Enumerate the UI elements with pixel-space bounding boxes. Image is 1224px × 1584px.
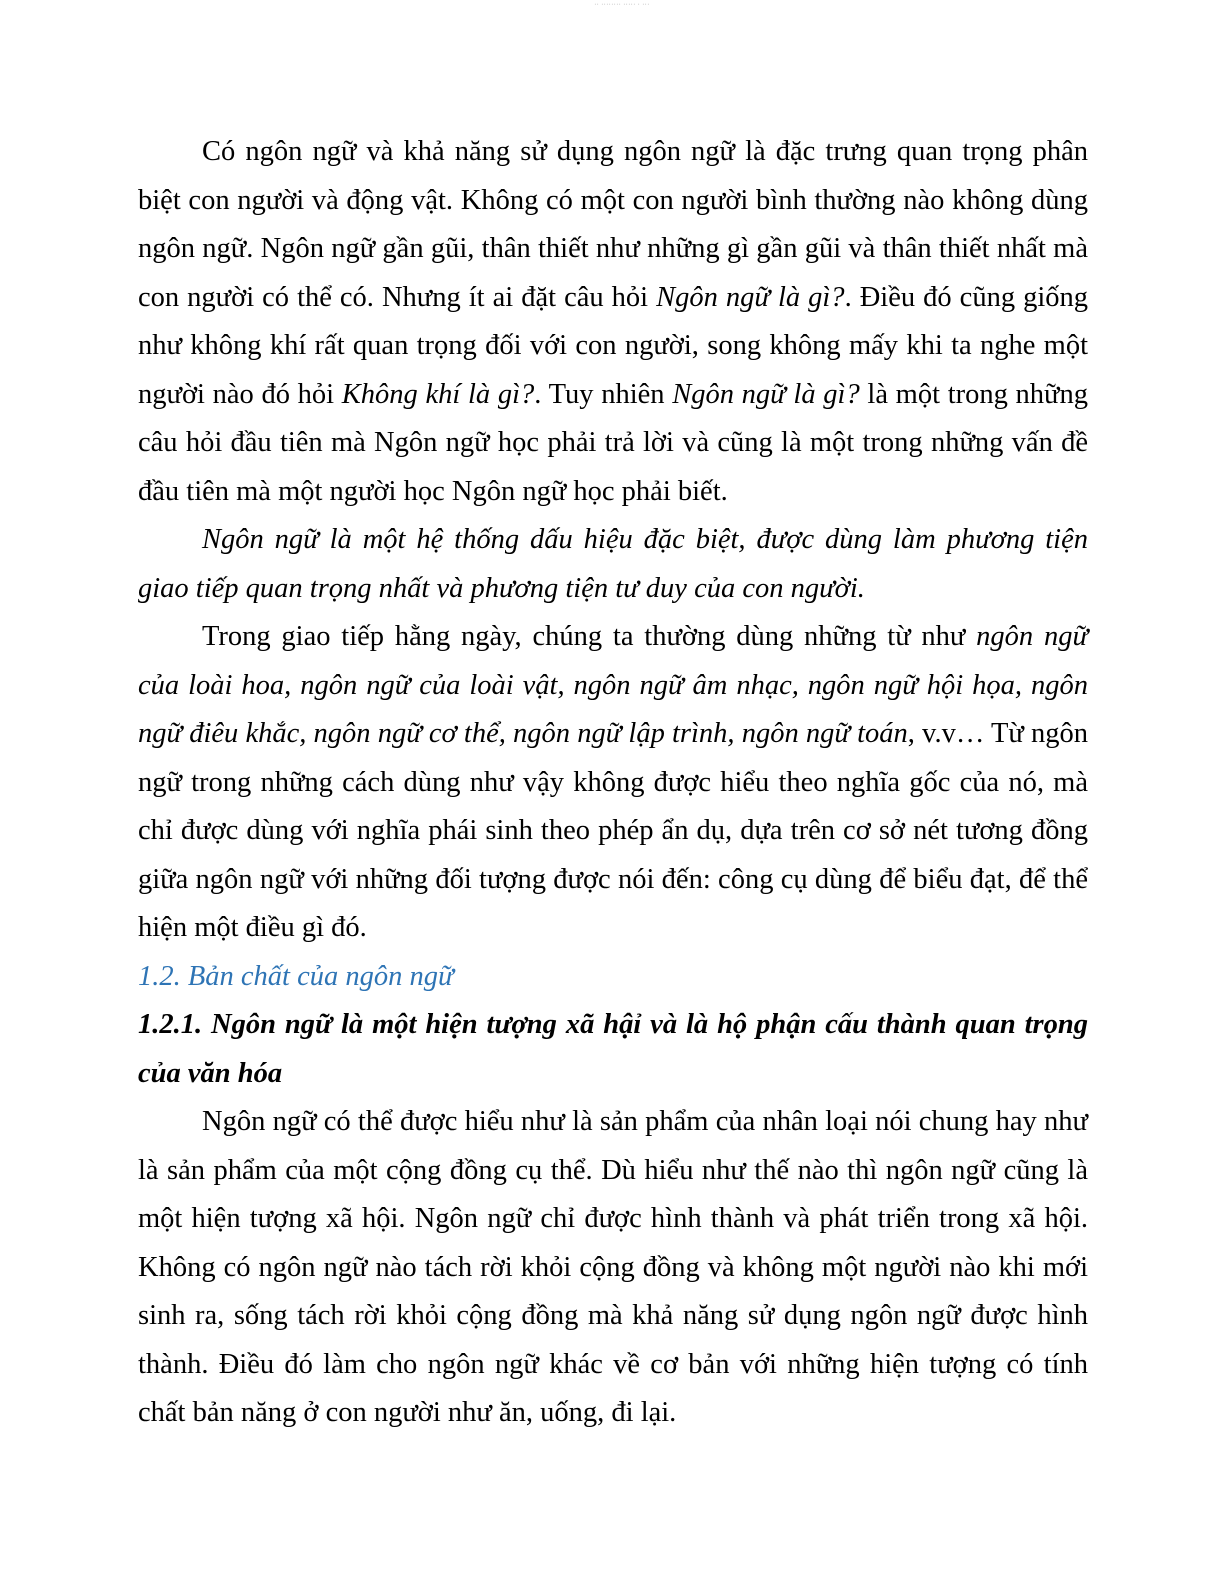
section-heading-1-2: 1.2. Bản chất của ngôn ngữ — [138, 960, 454, 992]
text-run: Ngôn ngữ là gì? — [672, 378, 860, 410]
text-run: là một trong những câu hỏi đầu tiên mà Ngôn ngữ học phải trả lời và cũng là một trong những vấn đề đầu tiên mà một người học Ngôn ngữ học phải biết. — [138, 378, 1088, 507]
paragraph-intro-language-importance — [138, 128, 1088, 516]
text-run: . Tuy nhiên — [534, 378, 673, 410]
text-run: Ngôn ngữ là gì? — [656, 281, 845, 313]
document-body — [138, 128, 1088, 1438]
paragraph-language-metaphoric-usage — [138, 613, 1088, 953]
text-run: Ngôn ngữ là một hệ thống dấu hiệu đặc biệt, được dùng làm phương tiện giao tiếp quan trọng nhất và phương tiện tư duy của con người. — [138, 524, 1088, 604]
paragraph-language-social-phenomenon — [138, 1098, 1088, 1438]
text-run: Trong giao tiếp hằng ngày, chúng ta thường dùng những từ như — [202, 621, 977, 652]
text-run: Không khí là gì? — [341, 378, 535, 410]
text-run: ngôn ngữ của loài hoa, ngôn ngữ của loài vật, ngôn ngữ âm nhạc, ngôn ngữ hội họa, ngôn ngữ điêu khắc, ngôn ngữ cơ thể, ngôn ngữ lập trình, ngôn ngữ toán — [138, 621, 1089, 749]
subsection-heading-1-2-1: 1.2.1. Ngôn ngữ là một hiện tượng xã hậỉ và là hộ phận cấu thành quan trọng của văn hóa — [138, 1009, 1088, 1089]
text-run: , v.v… Từ ngôn ngữ trong những cách dùng như vậy không được hiểu theo nghĩa gốc của nó, mà chỉ được dùng với nghĩa phái sinh theo phép ẩn dụ, dựa trên cơ sở nét tương đồng giữa ngôn ngữ với những đối tượng được nói đến: công cụ dùng để biểu đạt, để thể hiện một điều gì đó. — [138, 718, 1088, 943]
text-run: Có ngôn ngữ và khả năng sử dụng ngôn ngữ là đặc trưng quan trọng phân biệt con người và động vật. Không có một con người bình thường nào không dùng ngôn ngữ. Ngôn ngữ gần gũi, thân thiết như những gì gần gũi và thân thiết nhất mà con người có thể có. Nhưng ít ai đặt câu hỏi — [138, 136, 1088, 313]
paragraph-language-definition — [138, 516, 1088, 613]
text-run: Ngôn ngữ có thể được hiểu như là sản phẩm của nhân loại nói chung hay như là sản phẩm của một cộng đồng cụ thể. Dù hiểu như thế nào thì ngôn ngữ cũng là một hiện tượng xã hội. Ngôn ngữ chỉ được hình thành và phát triển trong xã hội. Không có ngôn ngữ nào tách rời khỏi cộng đồng và không một người nào khi mới sinh ra, sống tách rời khỏi cộng đồng mà khả năng sử dụng ngôn ngữ được hình thành. Điều đó làm cho ngôn ngữ khác về cơ bản với những hiện tượng có tính chất bản năng ở con người như ăn, uống, đi lại. — [138, 1106, 1088, 1428]
text-run: . Điều đó cũng giống như không khí rất quan trọng đối với con người, song không mấy khi ta nghe một người nào đó hỏi — [138, 281, 1089, 410]
header-illegible-microtext: ·· ········ ····· · ··· — [594, 2, 650, 8]
